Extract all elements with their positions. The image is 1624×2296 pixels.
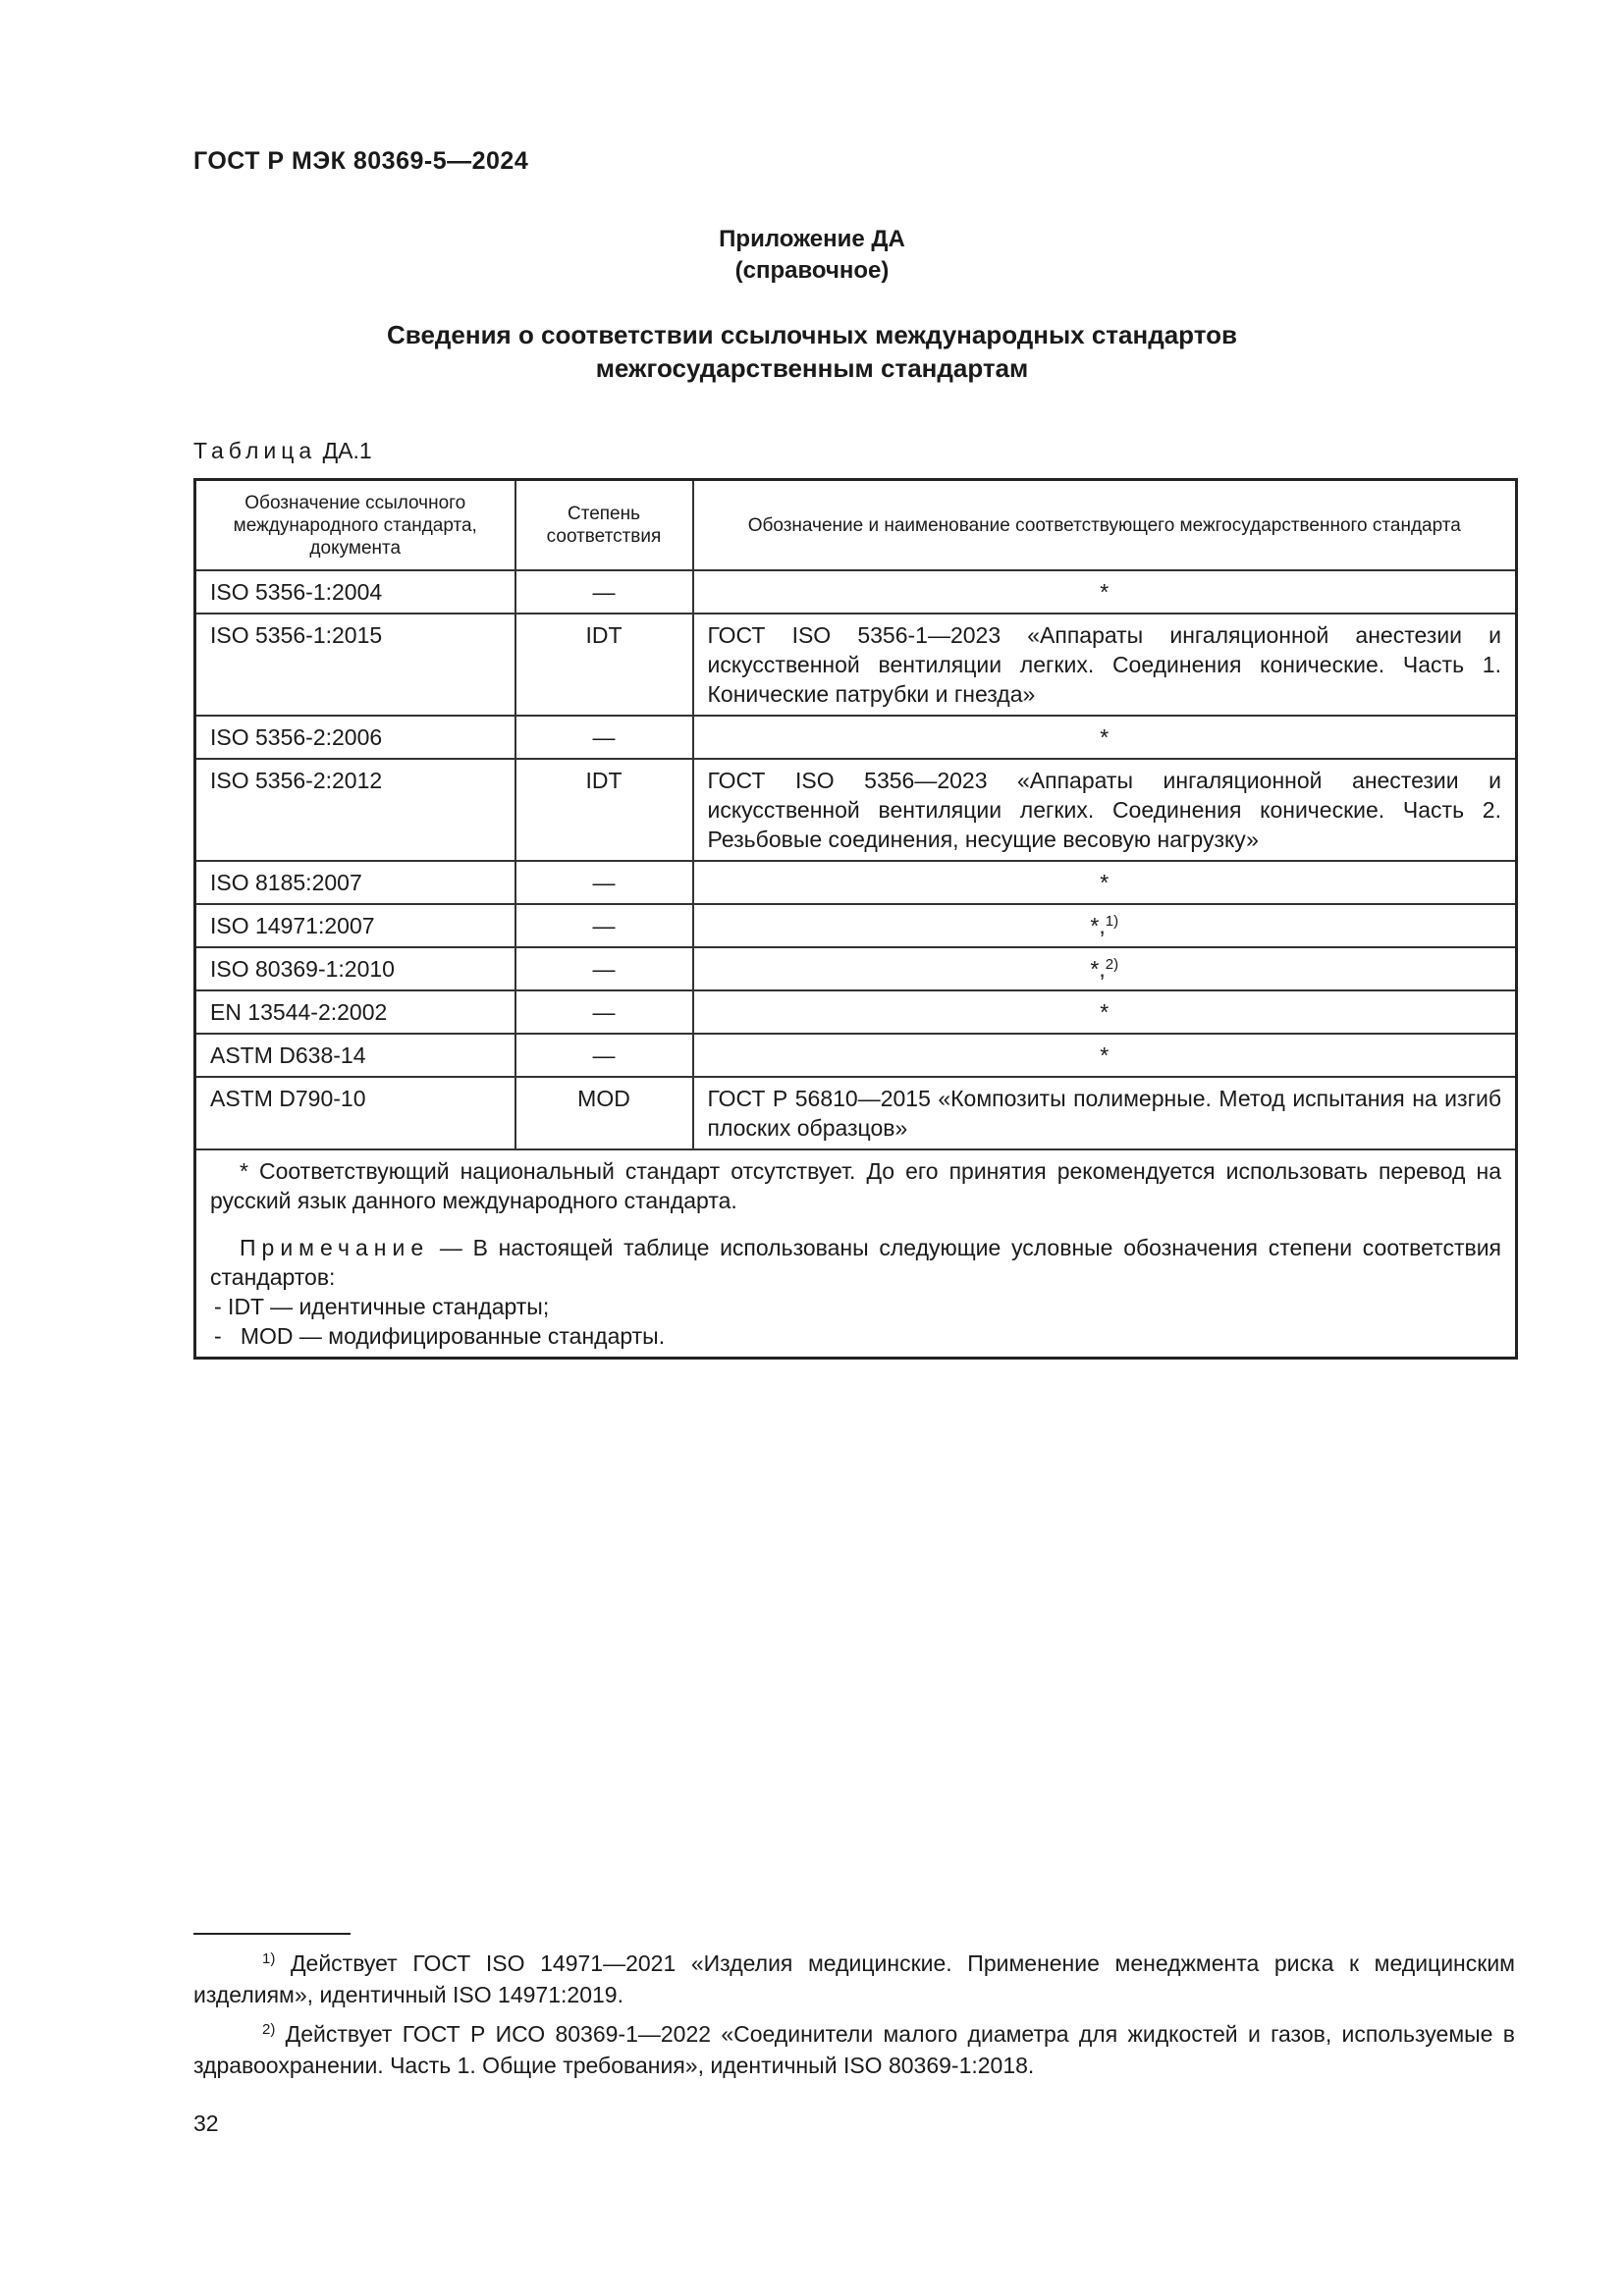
footnote-ref-2: 2) [1105,956,1119,973]
star-note: * Соответствующий национальный стандарт отсутствует. До его принятия рекомендуется использовать перевод на русский язык данного международного стандарта. [210,1158,1501,1213]
table-row [195,1034,1517,1077]
cell-reference: ISO 5356-1:2015 [195,614,515,716]
table-notes [195,1149,1517,1359]
note-text: — В настоящей таблице использованы следующие условные обозначения степени соответствия стандартов: [210,1235,1501,1290]
footnote-separator [193,1933,351,1935]
cell-gost-mark: *, [1090,913,1106,938]
footnote-text-2: Действует ГОСТ Р ИСО 80369-1—2022 «Соединители малого диаметра для жидкостей и газов, используемые в здравоохранении. Часть 1. Общие требования», идентичный ISO 80369-1:2018. [193,2021,1515,2078]
cell-gost: * [693,990,1517,1034]
annex-title: Приложение ДА [719,226,905,252]
cell-degree: — [515,716,693,759]
note-item-idt: - IDT — идентичные стандарты; [214,1294,550,1319]
table-notes-row [195,1149,1517,1359]
cell-gost: ГОСТ ISO 5356—2023 «Аппараты ингаляционной анестезии и искусственной вентиляции легких. Соединения конические. Часть 2. Резьбовые соединения, несущие весовую нагрузку» [693,759,1517,861]
table-row [195,716,1517,759]
cell-degree: IDT [515,759,693,861]
cell-reference: ASTM D638-14 [195,1034,515,1077]
cell-reference: ISO 5356-2:2006 [195,716,515,759]
cell-degree: — [515,947,693,990]
footnote-mark-1: 1) [262,1950,276,1967]
cell-degree: — [515,1034,693,1077]
cell-reference: ISO 5356-1:2004 [195,570,515,614]
table-caption-number: ДА.1 [322,438,372,463]
annex-heading-line-1: Сведения о соответствии ссылочных международных стандартов [387,320,1237,349]
footnote-2 [193,2018,1515,2081]
footnote-ref-1: 1) [1105,913,1119,930]
cell-gost: * [693,716,1517,759]
table-note [210,1233,1501,1292]
footnote-mark-2: 2) [262,2021,276,2038]
cell-reference: ASTM D790-10 [195,1077,515,1149]
cell-gost-mark: *, [1090,956,1106,982]
annex-kind: (справочное) [734,257,890,284]
cell-gost: ГОСТ Р 56810—2015 «Композиты полимерные. Метод испытания на изгиб плоских образцов» [693,1077,1517,1149]
cell-degree: — [515,990,693,1034]
table-row [195,861,1517,904]
cell-degree: — [515,904,693,947]
cell-degree: IDT [515,614,693,716]
table-row [195,947,1517,990]
page-number: 32 [193,2110,219,2136]
cell-degree: — [515,570,693,614]
cell-reference: EN 13544-2:2002 [195,990,515,1034]
column-header-degree: Степень соответствия [515,480,693,571]
column-header-gost: Обозначение и наименование соответствующего межгосударственного стандарта [693,480,1517,571]
table-header-row [195,480,1517,571]
note-item-mod: - MOD — модифицированные стандарты. [214,1323,666,1349]
table-row [195,904,1517,947]
cell-reference: ISO 14971:2007 [195,904,515,947]
cell-degree: MOD [515,1077,693,1149]
footnote-1 [193,1948,1515,2010]
cell-gost: * [693,861,1517,904]
cell-reference: ISO 5356-2:2012 [195,759,515,861]
cell-degree: — [515,861,693,904]
cell-gost [693,947,1517,990]
cell-gost: ГОСТ ISO 5356-1—2023 «Аппараты ингаляционной анестезии и искусственной вентиляции легких. Соединения конические. Часть 1. Конические патрубки и гнезда» [693,614,1517,716]
cell-gost: * [693,1034,1517,1077]
table-row [195,614,1517,716]
correspondence-table [193,478,1518,1360]
cell-reference: ISO 80369-1:2010 [195,947,515,990]
table-caption [193,438,372,464]
note-label: Примечание [240,1235,430,1260]
table-row [195,570,1517,614]
table-row [195,759,1517,861]
cell-gost [693,904,1517,947]
column-header-reference: Обозначение ссылочного международного стандарта, документа [195,480,515,571]
annex-heading-line-2: межгосударственным стандартам [595,353,1029,383]
table-caption-word: Таблица [193,438,317,463]
table-row [195,1077,1517,1149]
footnote-text-1: Действует ГОСТ ISO 14971—2021 «Изделия медицинские. Применение менеджмента риска к медицинским изделиям», идентичный ISO 14971:2019. [193,1950,1515,2007]
cell-gost: * [693,570,1517,614]
document-header: ГОСТ Р МЭК 80369-5—2024 [193,147,529,175]
cell-reference: ISO 8185:2007 [195,861,515,904]
table-row [195,990,1517,1034]
